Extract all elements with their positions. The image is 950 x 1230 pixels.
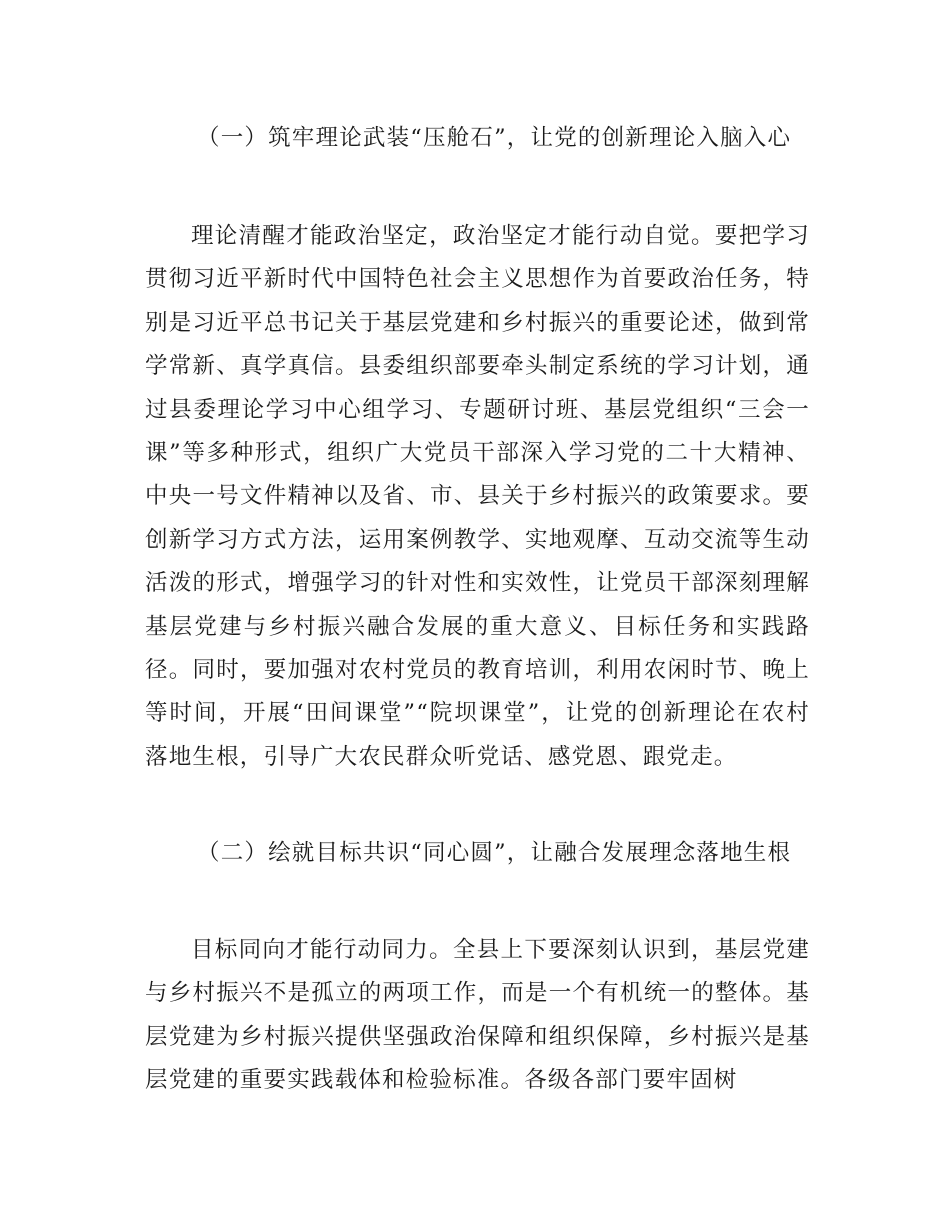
section-2-paragraph: 目标同向才能行动同力。全县上下要深刻认识到，基层党建与乡村振兴不是孤立的两项工作，而是一个有机统一的整体。基层党建为乡村振兴提供坚强政治保障和组织保障，乡村振兴是基层党建的重要实践载体和检验标准。各级各部门要牢固树 <box>145 937 810 1094</box>
section-1-paragraph: 理论清醒才能政治坚定，政治坚定才能行动自觉。要把学习贯彻习近平新时代中国特色社会主义思想作为首要政治任务，特别是习近平总书记关于基层党建和乡村振兴的重要论述，做到常学常新、真学真信。县委组织部要牵头制定系统的学习计划，通过县委理论学习中心组学习、专题研讨班、基层党组织“三会一课”等多种形式，组织广大党员干部深入学习党的二十大精神、中央一号文件精神以及省、市、县关于乡村振兴的政策要求。要创新学习方式方法，运用案例教学、实地观摩、互动交流等生动活泼的形式，增强学习的针对性和实效性，让党员干部深刻理解基层党建与乡村振兴融合发展的重大意义、目标任务和实践路径。同时，要加强对农村党员的教育培训，利用农闲时节、晚上等时间，开展“田间课堂”“院坝课堂”，让党的创新理论在农村落地生根，引导广大农民群众听党话、感党恩、跟党走。 <box>145 223 810 770</box>
section-1-heading: （一）筑牢理论武装“压舱石”，让党的创新理论入脑入心 <box>197 125 792 151</box>
section-2-heading: （二）绘就目标共识“同心圆”，让融合发展理念落地生根 <box>197 840 792 866</box>
